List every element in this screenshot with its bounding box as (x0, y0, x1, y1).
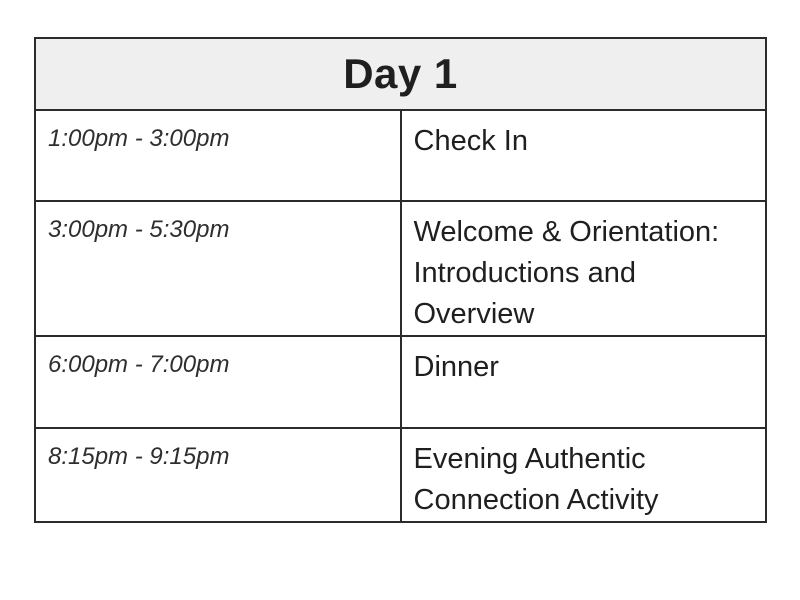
table-row (35, 110, 766, 201)
time-range: 6:00pm - 7:00pm (35, 336, 401, 428)
table-header-row (35, 38, 766, 110)
time-range: 3:00pm - 5:30pm (35, 201, 401, 336)
time-range: 8:15pm - 9:15pm (35, 428, 401, 522)
table-row (35, 201, 766, 336)
day1-schedule-table (34, 37, 767, 523)
activity-label: Welcome & Orientation: Introductions and Overview (401, 201, 767, 336)
activity-label: Evening Authentic Connection Activity (401, 428, 767, 522)
day-title: Day 1 (35, 38, 766, 110)
activity-label: Check In (401, 110, 767, 201)
table-row (35, 336, 766, 428)
activity-label: Dinner (401, 336, 767, 428)
table-row (35, 428, 766, 522)
time-range: 1:00pm - 3:00pm (35, 110, 401, 201)
